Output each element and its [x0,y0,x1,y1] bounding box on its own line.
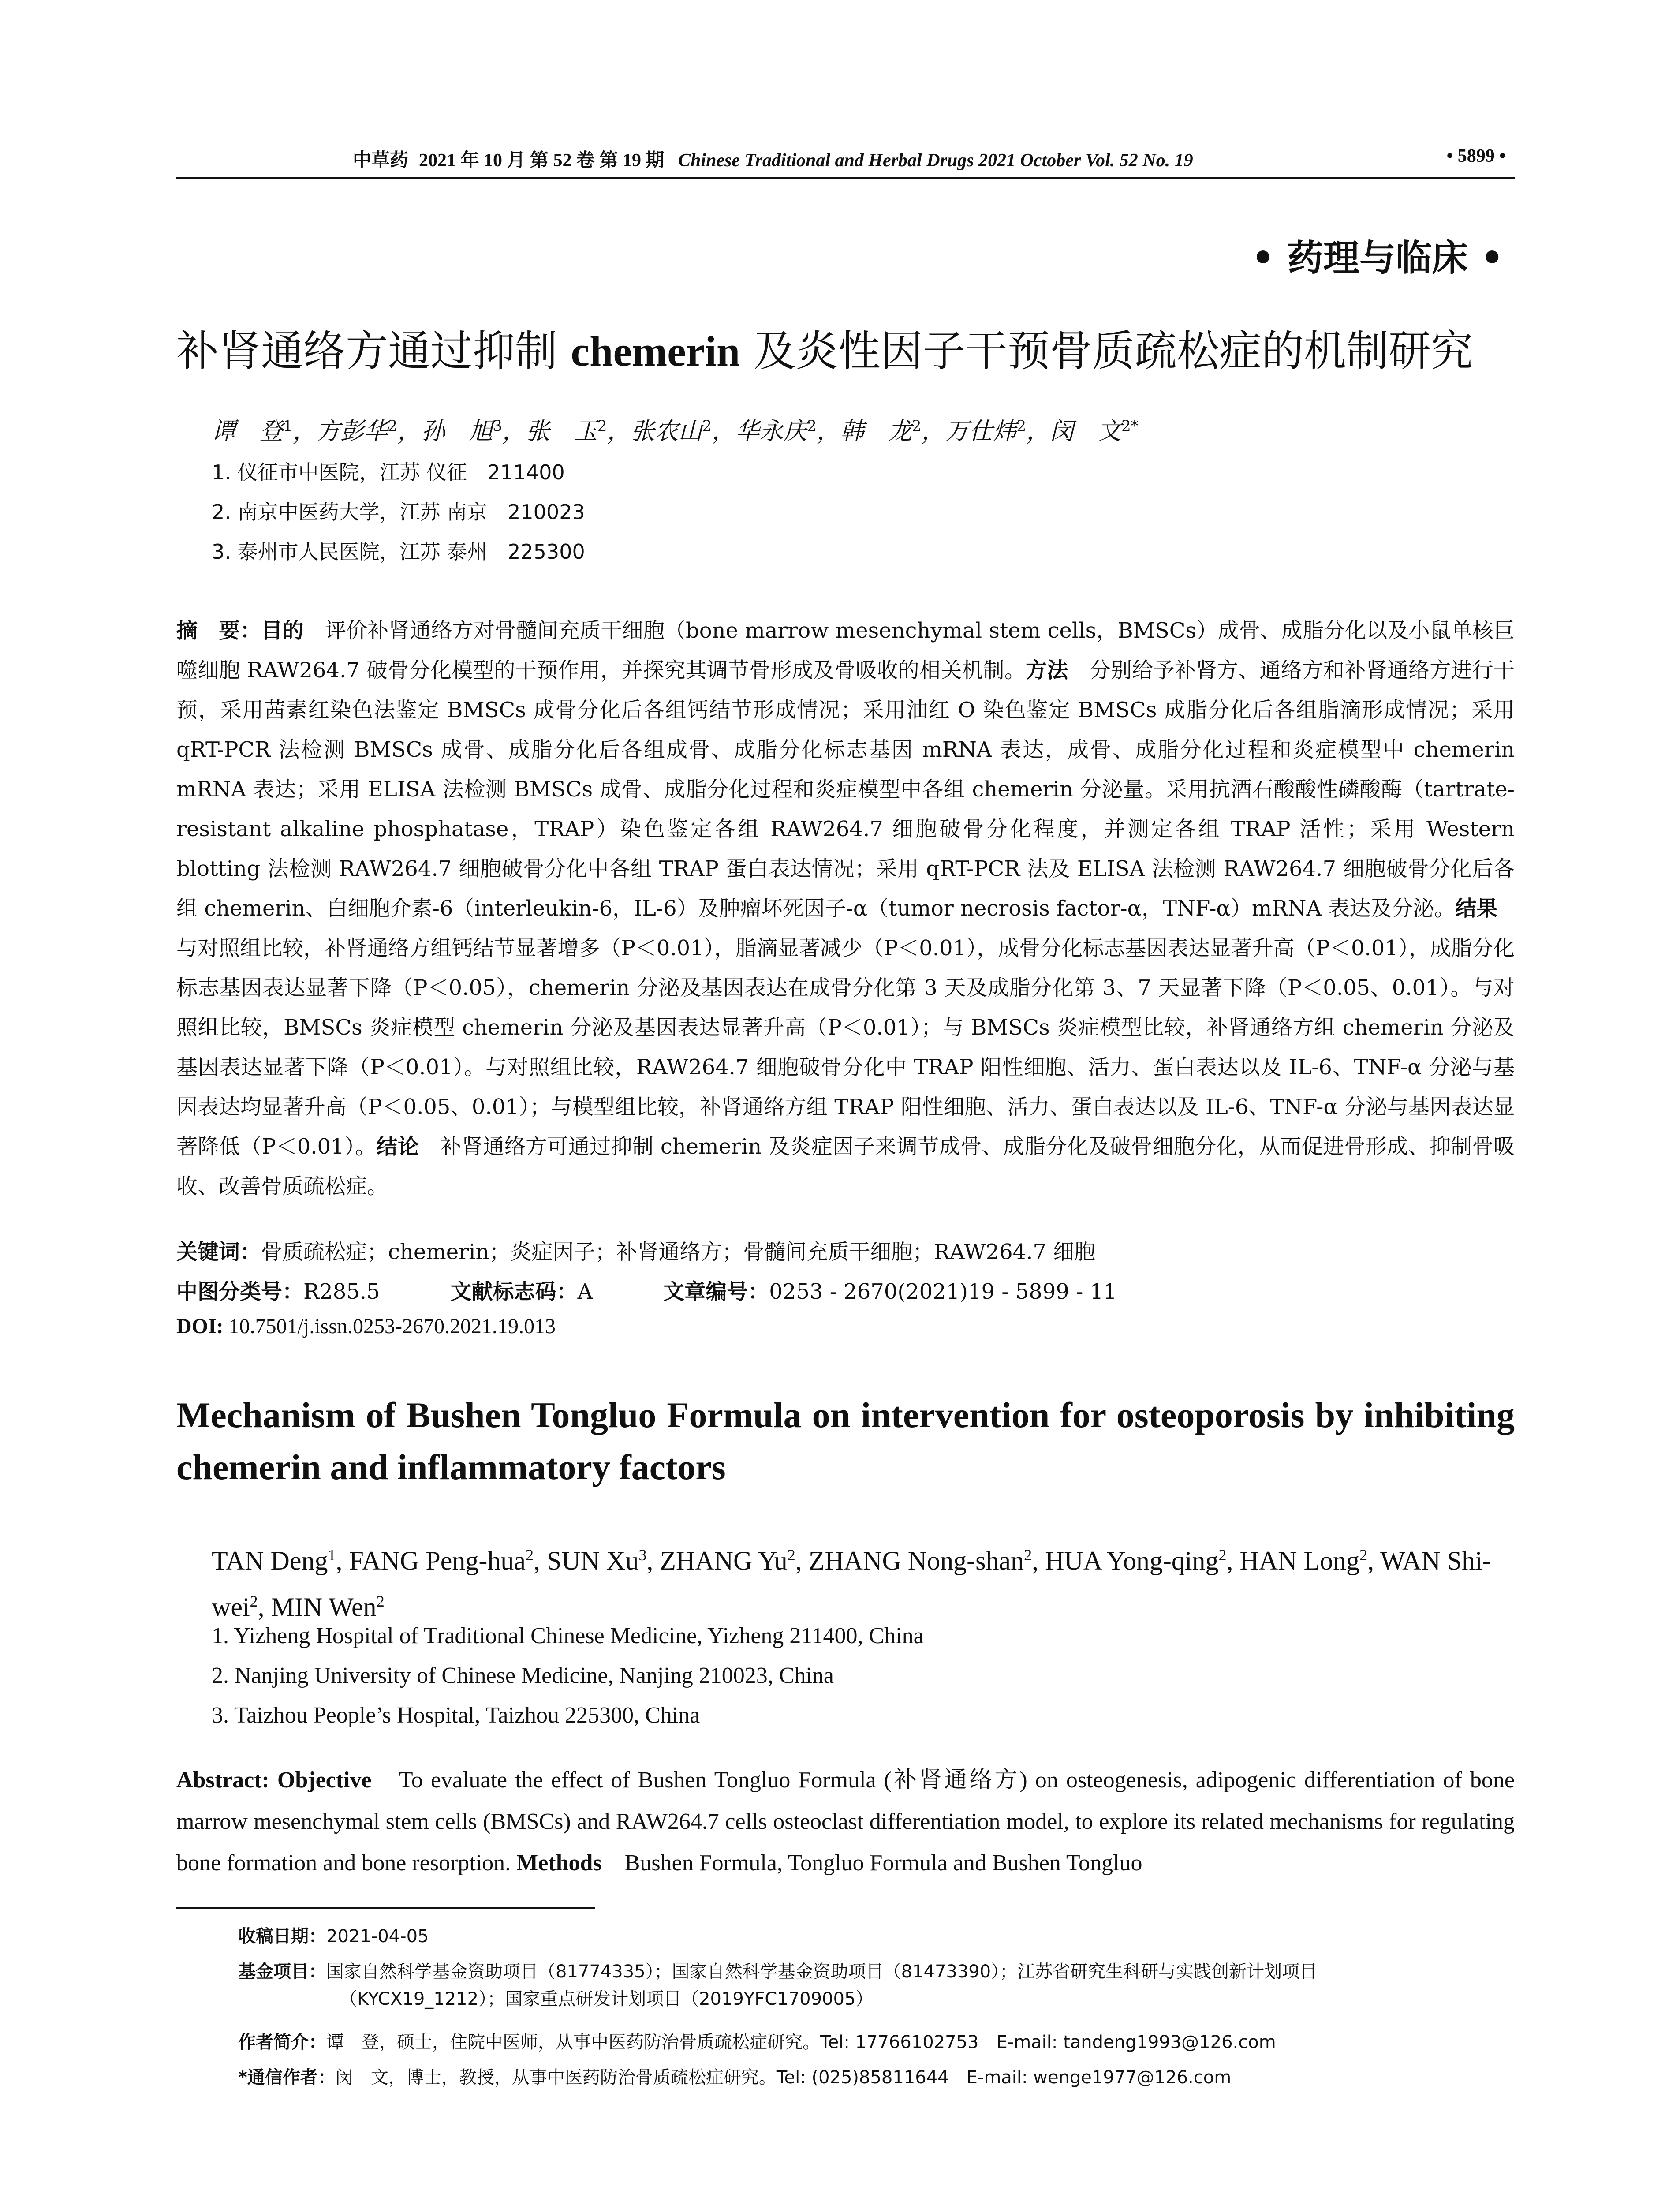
doi-value: 10.7501/j.issn.0253-2670.2021.19.013 [223,1315,556,1338]
author-en: HUA Yong-qing$^2$, [1045,1546,1240,1575]
author-en: ZHANG Nong-shan$^2$, [808,1546,1045,1575]
author-en: WAN Shi-wei$^2$, [212,1546,1491,1622]
author-cn: 万仕炜$^2$， [945,417,1050,445]
page-number: • 5899 • [1446,146,1506,166]
objective-label: 目的 [261,618,304,643]
author-cn: 方彭华$^2$， [316,417,422,445]
title-cn-part-c: 及炎性因子干预骨质疏松症的机制研究 [753,326,1473,376]
author-cn: 谭 登$^1$， [212,417,317,445]
journal-name-cn: 中草药 [353,149,409,171]
affiliation-cn-3: 3. 泰州市人民医院，江苏 泰州 225300 [212,540,585,564]
abstract-cn [176,611,1519,1206]
footnote-author [238,2029,1517,2056]
author-cn: 韩 龙$^2$， [840,417,945,445]
keywords-label: 关键词： [176,1240,261,1264]
article-number-label: 文章编号： [663,1279,769,1304]
abstract-cn-label: 摘 要： [176,618,261,643]
author-cn: 华永庆$^2$， [735,417,840,445]
footnote-fund [238,1958,1517,2013]
issue-cn: 2021 年 10 月 第 52 卷 第 19 期 [419,150,665,171]
affiliation-en-3: 3. Taizhou People’s Hospital, Taizhou 225300, China [212,1703,700,1728]
footnote-corresponding [238,2064,1517,2091]
conclusion-text: 补肾通络方可通过抑制 chemerin 及炎症因子来调节成骨、成脂分化及破骨细胞分化，从而促进骨形成、抑制骨吸收、改善骨质疏松症。 [176,1134,1515,1199]
footnote-received [238,1923,1517,1950]
doi-label: DOI: [176,1315,224,1338]
affiliation-en-2: 2. Nanjing University of Chinese Medicine, Nanjing 210023, China [212,1663,834,1688]
authors-cn [212,412,1517,446]
doi-line [176,1314,1515,1338]
running-header [176,142,1515,179]
affiliation-en-1: 1. Yizheng Hospital of Traditional Chinese Medicine, Yizheng 211400, China [212,1623,924,1648]
author-en: TAN Deng$^1$, [212,1546,349,1575]
section-label: • 药理与临床 • [1251,237,1504,279]
authors-en [212,1535,1517,1627]
author-cn: 张农山$^2$， [631,417,736,445]
affiliation-cn-1: 1. 仪征市中医院，江苏 仪征 211400 [212,460,565,484]
conclusion-label: 结论 [376,1134,419,1159]
fund-text-2: （KYCX19_1212）；国家重点研发计划项目（2019YFC1709005） [340,1989,874,2009]
journal-info [353,146,1193,172]
corresponding-label: *通信作者： [238,2067,336,2088]
title-cn-part-b: chemerin [571,328,740,375]
keywords-line [176,1235,1515,1265]
doc-code-label: 文献标志码： [450,1279,578,1304]
clc-value: R285.5 [303,1279,380,1304]
received-date: 2021-04-05 [326,1926,429,1947]
author-bio: 谭 登，硕士，住院中医师，从事中医药防治骨质疏松症研究。Tel: 17766102753 E-mail: tandeng1993@126.com [326,2032,1276,2052]
corresponding-text: 闵 文，博士，教授，从事中医药防治骨质疏松症研究。Tel: (025)85811644 E-mail: wenge1977@126.com [335,2067,1232,2088]
title-cn-part-a: 补肾通络方通过抑制 [176,326,557,376]
author-en: ZHANG Yu$^2$, [660,1546,809,1575]
affiliation-cn-2: 2. 南京中医药大学，江苏 南京 210023 [212,500,585,524]
abstract-en-methods: Bushen Formula, Tongluo Formula and Bushen Tongluo [601,1850,1142,1876]
abstract-en [176,1760,1515,1884]
author-en: HAN Long$^2$, [1239,1546,1381,1575]
author-bio-label: 作者简介： [238,2032,326,2052]
journal-name-en: Chinese Traditional and Herbal Drugs 2021 October Vol. 52 No. 19 [678,150,1193,171]
fund-label: 基金项目： [238,1962,326,1982]
keywords: 骨质疏松症；chemerin；炎症因子；补肾通络方；骨髓间充质干细胞；RAW264.7 细胞 [261,1240,1096,1264]
fund-text-1: 国家自然科学基金资助项目（81774335）；国家自然科学基金资助项目（81473390）；江苏省研究生科研与实践创新计划项目 [326,1962,1318,1982]
results-text: 与对照组比较，补肾通络方组钙结节显著增多（P＜0.01），脂滴显著减少（P＜0.01），成骨分化标志基因表达显著升高（P＜0.01），成脂分化标志基因表达显著下降（P＜0.05），chemerin 分泌及基因表达在成骨分化第 3 天及成脂分化第 3、7 天显著下降（P＜0.05、0.01）。与对照组比较，BMSCs 炎症模型 chemerin 分泌及基因表达显著升高（P＜0.01）；与 BMSCs 炎症模型比较，补肾通络方组 chemerin 分泌及基因表达显著下降（P＜0.01）。与对照组比较，RAW264.7 细胞破骨分化中 TRAP 阳性细胞、活力、蛋白表达以及 IL-6、TNF-α 分泌与基因表达均显著升高（P＜0.05、0.01）；与模型组比较，补肾通络方组 TRAP 阳性细胞、活力、蛋白表达以及 IL-6、TNF-α 分泌与基因表达显著降低（P＜0.01）。 [176,896,1519,1159]
author-en: MIN Wen$^2$ [271,1592,385,1622]
abstract-en-methods-label: Methods [516,1850,602,1876]
abstract-en-label: Abstract: Objective [176,1768,372,1793]
author-en: FANG Peng-hua$^2$, [349,1546,547,1575]
author-cn: 闵 文$^{2*}$ [1050,417,1139,445]
results-label: 结果 [1455,896,1498,921]
doc-code-value: A [577,1279,593,1304]
abstract-en-objective: To evaluate the effect of Bushen Tongluo Formula (补肾通络方) on osteogenesis, adipogenic differentiation of bone marrow mesenchymal stem cells (BMSCs) and RAW264.7 cells osteoclast differentiation model, to explore its related mechanisms for regulating bone formation and bone resorption. [176,1768,1515,1876]
methods-label: 方法 [1026,658,1068,683]
author-en: SUN Xu$^3$, [547,1546,660,1575]
methods-text: 分别给予补肾方、通络方和补肾通络方进行干预，采用茜素红染色法鉴定 BMSCs 成骨分化后各组钙结节形成情况；采用油红 O 染色鉴定 BMSCs 成脂分化后各组脂滴形成情况；采用 qRT-PCR 法检测 BMSCs 成骨、成脂分化后各组成骨、成脂分化标志基因 mRNA 表达，成骨、成脂分化过程和炎症模型中 chemerin mRNA 表达；采用 ELISA 法检测 BMSCs 成骨、成脂分化过程和炎症模型中各组 chemerin 分泌量。采用抗酒石酸酸性磷酸酶（tartrate-resistant alkaline phosphatase，TRAP）染色鉴定各组 RAW264.7 细胞破骨分化程度，并测定各组 TRAP 活性；采用 Western blotting 法检测 RAW264.7 细胞破骨分化中各组 TRAP 蛋白表达情况；采用 qRT-PCR 法及 ELISA 法检测 RAW264.7 细胞破骨分化后各组 chemerin、白细胞介素-6（interleukin-6，IL-6）及肿瘤坏死因子-α（tumor necrosis factor-α，TNF-α）mRNA 表达及分泌。 [176,658,1515,921]
author-cn: 张 玉$^2$， [526,417,631,445]
clc-label: 中图分类号： [176,1279,304,1304]
classification-line [176,1274,1515,1305]
footnote-divider [176,1907,595,1909]
title-en: Mechanism of Bushen Tongluo Formula on intervention for osteoporosis by inhibiting chemerin and inflammatory factors [176,1395,1515,1487]
article-number-value: 0253 - 2670(2021)19 - 5899 - 11 [769,1279,1117,1304]
received-label: 收稿日期： [238,1926,326,1947]
title-cn [176,318,1515,378]
author-cn: 孙 旭$^3$， [421,417,526,445]
objective-text: 评价补肾通络方对骨髓间充质干细胞（bone marrow mesenchymal stem cells，BMSCs）成骨、成脂分化以及小鼠单核巨噬细胞 RAW264.7 破骨分化模型的干预作用，并探究其调节骨形成及骨吸收的相关机制。 [176,618,1515,683]
